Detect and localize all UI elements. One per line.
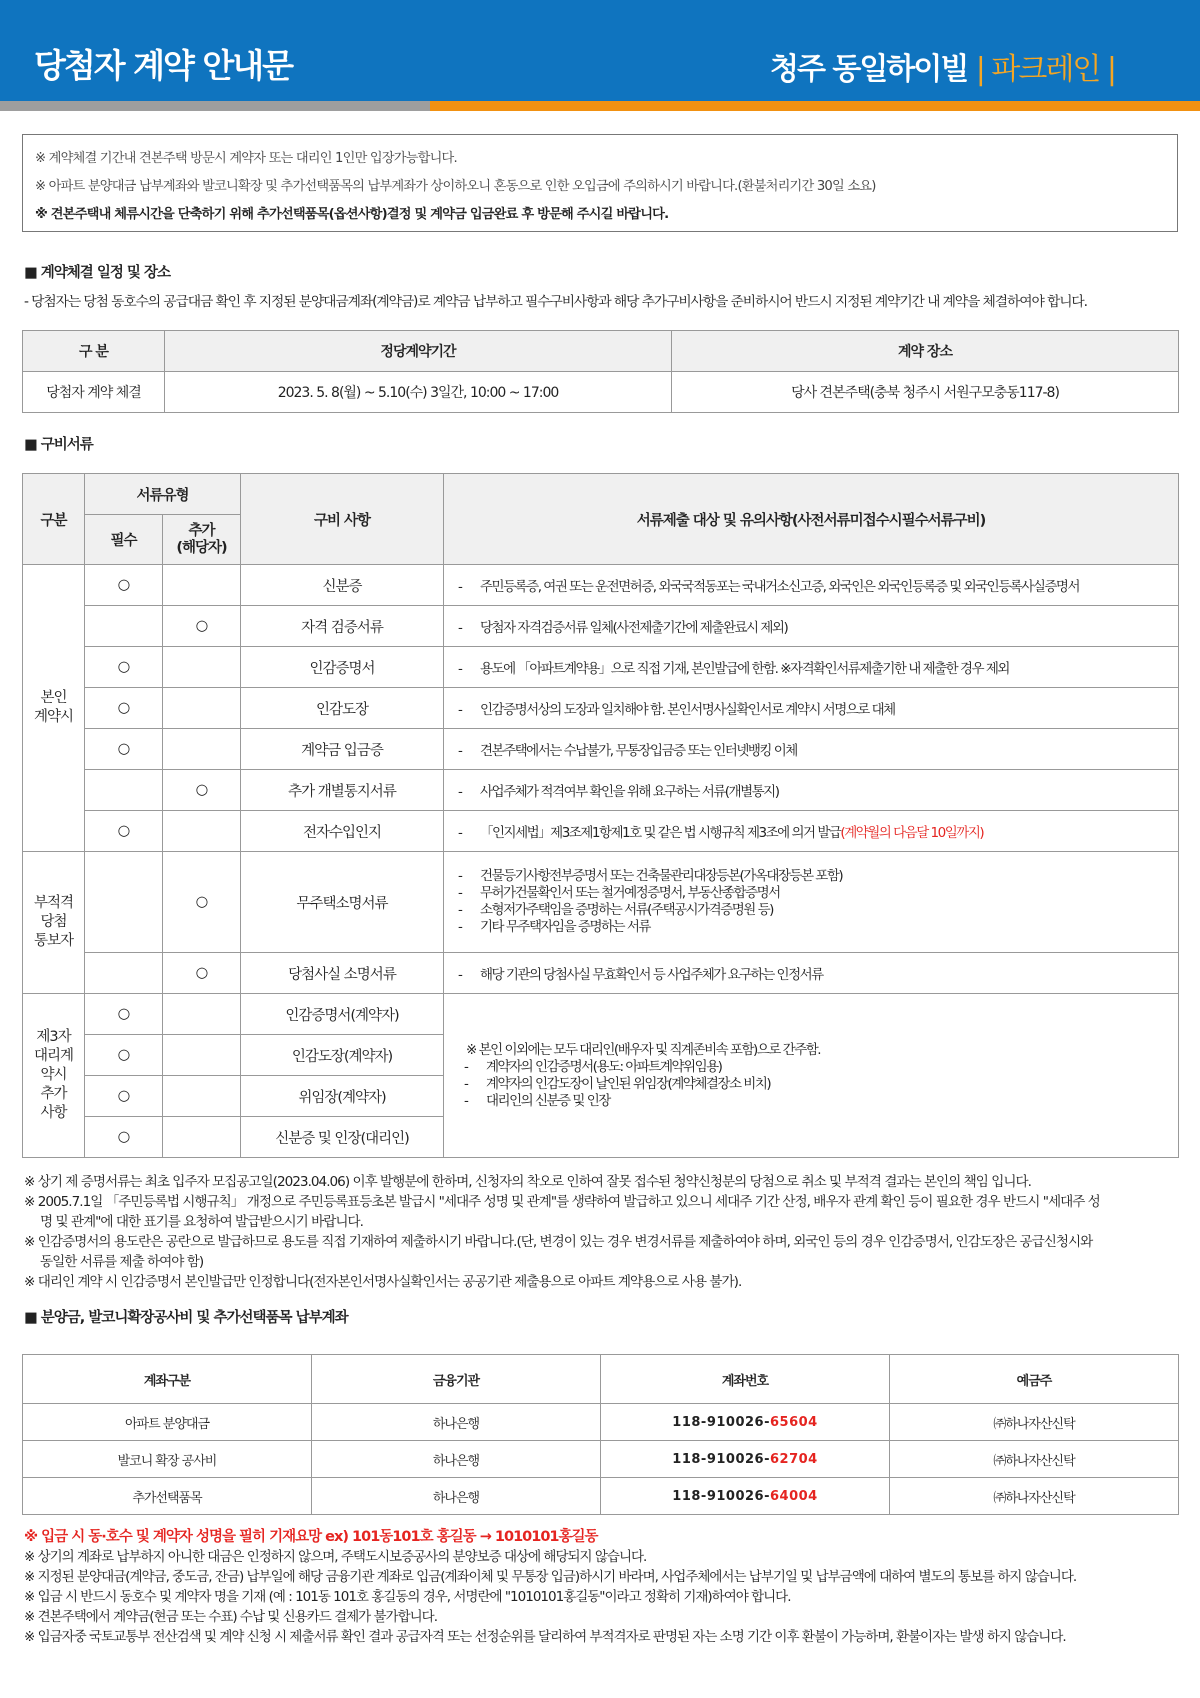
table-header: 구비 사항 [241, 474, 444, 565]
footnote: ※ 대리인 계약 시 인감증명서 본인발급만 인정합니다(전자본인서명사실확인서는 공공기관 제출용으로 아파트 계약용으로 사용 불가). [24, 1274, 742, 1290]
page-title: 당첨자 계약 안내문 [34, 46, 293, 85]
doc-desc: - 인감증명서상의 도장과 일치해야 함. 본인서명사실확인서로 계약시 서명으로 대체 [444, 688, 1179, 729]
extra-mark [163, 729, 241, 770]
doc-item: 인감도장(계약자) [241, 1035, 444, 1076]
documents-table [22, 473, 1179, 1158]
required-mark [85, 606, 163, 647]
brand-name [770, 44, 1115, 88]
footnote: ※ 인감증명서의 용도란은 공란으로 발급하므로 용도를 직접 기재하여 제출하시기 바랍니다.(단, 변경이 있는 경우 변경서류를 제출하여야 하며, 외국인 등의 경우 인감증명서, 인감도장은 공급신청시와 [24, 1234, 1093, 1250]
stripe-orange [430, 101, 1200, 111]
required-mark: ○ [85, 994, 163, 1035]
table-header: 계좌번호 [601, 1355, 890, 1404]
extra-mark [163, 1035, 241, 1076]
footnote: ※ 상기 제 증명서류는 최초 입주자 모집공고일(2023.04.06) 이후 발행분에 한하며, 신청자의 착오로 인하여 잘못 접수된 청약신청분의 당첨으로 취소 및 부적격 결과는 본인의 책임 입니다. [24, 1174, 1031, 1190]
footnote-cont: 명 및 관계"에 대한 표기를 요청하여 발급받으시기 바랍니다. [40, 1214, 363, 1230]
required-mark: ○ [85, 647, 163, 688]
bank-name: 하나은행 [312, 1404, 601, 1441]
doc-item: 전자수입인지 [241, 811, 444, 852]
section-title-schedule: ■ 계약체결 일정 및 장소 [24, 265, 170, 281]
group-label: 제3자 대리계 약시 추가 사항 [23, 994, 85, 1158]
extra-mark [163, 994, 241, 1035]
extra-mark [163, 1117, 241, 1158]
required-mark: ○ [85, 1117, 163, 1158]
group-label: 본인 계약시 [23, 565, 85, 852]
footnote-red: ※ 입금 시 동·호수 및 계약자 성명을 필히 기재요망 ex) 101동101호 홍길동 → 1010101홍길동 [24, 1529, 598, 1545]
table-header: 구 분 [23, 331, 165, 372]
table-header: 예금주 [890, 1355, 1179, 1404]
doc-desc: - 주민등록증, 여권 또는 운전면허증, 외국국적동포는 국내거소신고증, 외국인은 외국인등록증 및 외국인등록사실증명서 [444, 565, 1179, 606]
proxy-desc: ※ 본인 이외에는 모두 대리인(배우자 및 직계존비속 포함)으로 간주함. - 계약자의 인감증명서(용도: 아파트계약위임용) - 계약자의 인감도장이 날인된 위임장(계약체결장소 비치) - 대리인의 신분증 및 인장 [444, 994, 1179, 1158]
schedule-table [22, 330, 1179, 413]
extra-mark [163, 1076, 241, 1117]
section-title-accounts: ■ 분양금, 발코니확장공사비 및 추가선택품목 납부계좌 [24, 1310, 348, 1326]
required-mark: ○ [85, 729, 163, 770]
doc-desc: - 당첨자 자격검증서류 일체(사전제출기간에 제출완료시 제외) [444, 606, 1179, 647]
doc-item: 인감증명서 [241, 647, 444, 688]
table-header: 계좌구분 [23, 1355, 312, 1404]
account-holder: ㈜하나자산신탁 [890, 1478, 1179, 1515]
footnote-cont: 동일한 서류를 제출 하여야 함) [40, 1254, 204, 1270]
doc-item: 위임장(계약자) [241, 1076, 444, 1117]
extra-mark [163, 565, 241, 606]
table-row [23, 1441, 1179, 1478]
doc-desc: - 해당 기관의 당첨사실 무효확인서 등 사업주체가 요구하는 인정서류 [444, 953, 1179, 994]
group-label: 부적격 당첨 통보자 [23, 852, 85, 994]
section-title-documents: ■ 구비서류 [24, 437, 93, 453]
extra-mark: ○ [163, 606, 241, 647]
table-cell: 2023. 5. 8(월) ~ 5.10(수) 3일간, 10:00 ~ 17:00 [165, 372, 672, 413]
account-number: 118-910026-65604 [601, 1404, 890, 1441]
account-holder: ㈜하나자산신탁 [890, 1441, 1179, 1478]
doc-item: 신분증 및 인장(대리인) [241, 1117, 444, 1158]
footnote: ※ 입금 시 반드시 동호수 및 계약자 명을 기재 (예 : 101동 101호 홍길동의 경우, 서명란에 "1010101홍길동"이라고 정확히 기재)하여야 합니다. [24, 1589, 791, 1605]
extra-mark: ○ [163, 953, 241, 994]
stripe-gray [0, 101, 430, 111]
section-desc-schedule: - 당첨자는 당첨 동호수의 공급대금 확인 후 지정된 분양대금계좌(계약금)로 계약금 납부하고 필수구비사항과 해당 추가구비사항을 준비하시어 반드시 지정된 계약기간 내 계약을 체결하여야 합니다. [24, 294, 1087, 310]
footnotes-documents [24, 1172, 1179, 1292]
footnotes-accounts [24, 1527, 1179, 1647]
account-type: 추가선택품목 [23, 1478, 312, 1515]
notice-line: ※ 아파트 분양대금 납부계좌와 발코니확장 및 추가선택품목의 납부계좌가 상이하오니 혼동으로 인한 오입금에 주의하시기 바랍니다.(환불처리기간 30일 소요) [35, 179, 876, 194]
notice-line: ※ 계약체결 기간내 견본주택 방문시 계약자 또는 대리인 1인만 입장가능합니다. [35, 151, 457, 166]
table-header: 정당계약기간 [165, 331, 672, 372]
doc-desc: - 용도에 「아파트계약용」으로 직접 기재, 본인발급에 한함. ※자격확인서류제출기한 내 제출한 경우 제외 [444, 647, 1179, 688]
extra-mark: ○ [163, 770, 241, 811]
table-cell: 당사 견본주택(충북 청주시 서원구모충동117-8) [672, 372, 1179, 413]
table-cell: 당첨자 계약 체결 [23, 372, 165, 413]
footnote: ※ 견본주택에서 계약금(현금 또는 수표) 수납 및 신용카드 결제가 불가합니다. [24, 1609, 437, 1625]
required-mark: ○ [85, 1035, 163, 1076]
account-type: 아파트 분양대금 [23, 1404, 312, 1441]
account-number: 118-910026-62704 [601, 1441, 890, 1478]
required-mark [85, 770, 163, 811]
table-header: 필수 [85, 515, 163, 565]
account-holder: ㈜하나자산신탁 [890, 1404, 1179, 1441]
account-number: 118-910026-64004 [601, 1478, 890, 1515]
doc-item: 무주택소명서류 [241, 852, 444, 953]
table-header: 금융기관 [312, 1355, 601, 1404]
table-header: 서류제출 대상 및 유의사항(사전서류미접수시필수서류구비) [444, 474, 1179, 565]
doc-item: 당첨사실 소명서류 [241, 953, 444, 994]
brand-main: 청주 동일하이빌 [770, 52, 968, 87]
bank-name: 하나은행 [312, 1441, 601, 1478]
required-mark [85, 852, 163, 953]
extra-mark [163, 811, 241, 852]
table-row [23, 1478, 1179, 1515]
table-header: 추가 (해당자) [163, 515, 241, 565]
header-stripe [0, 101, 1200, 111]
bank-name: 하나은행 [312, 1478, 601, 1515]
table-row [23, 1404, 1179, 1441]
required-mark: ○ [85, 688, 163, 729]
footnote: ※ 2005.7.1일 「주민등록법 시행규칙」 개정으로 주민등록표등초본 발급시 "세대주 성명 및 관계"를 생략하여 발급하고 있으니 세대주 기간 산정, 배우자 관계 확인 등이 필요한 경우 반드시 "세대주 성 [24, 1194, 1100, 1210]
required-mark: ○ [85, 565, 163, 606]
doc-item: 인감도장 [241, 688, 444, 729]
doc-desc: - 견본주택에서는 수납불가, 무통장입금증 또는 인터넷뱅킹 이체 [444, 729, 1179, 770]
doc-item: 추가 개별통지서류 [241, 770, 444, 811]
extra-mark [163, 647, 241, 688]
extra-mark: ○ [163, 852, 241, 953]
accounts-table [22, 1354, 1179, 1515]
footnote: ※ 입금자중 국토교통부 전산검색 및 계약 신청 시 제출서류 확인 결과 공급자격 또는 선정순위를 달리하여 부적격자로 판명된 자는 소명 기간 이후 환불이 가능하며, 환불이자는 발생 하지 않습니다. [24, 1629, 1066, 1645]
doc-item: 자격 검증서류 [241, 606, 444, 647]
table-header: 서류유형 [85, 474, 241, 515]
account-type: 발코니 확장 공사비 [23, 1441, 312, 1478]
doc-desc-multiline: - 건물등기사항전부증명서 또는 건축물관리대장등본(가옥대장등본 포함) - 무허가건물확인서 또는 철거예정증명서, 부동산종합증명서 - 소형저가주택임을 증명하는 서류(주택공시가격증명원 등) - 기타 무주택자임을 증명하는 서류 [444, 852, 1179, 953]
header-bar [0, 0, 1200, 101]
notice-line-bold: ※ 견본주택내 체류시간을 단축하기 위해 추가선택품목(옵션사항)결정 및 계약금 입금완료 후 방문해 주시길 바랍니다. [35, 207, 669, 222]
footnote: ※ 지정된 분양대금(계약금, 중도금, 잔금) 납부일에 해당 금융기관 계좌로 입금(계좌이체 및 무통장 입금)하시기 바라며, 사업주체에서는 납부기일 및 납부금액에 대하여 별도의 통보를 하지 않습니다. [24, 1569, 1077, 1585]
table-header: 계약 장소 [672, 331, 1179, 372]
doc-item: 인감증명서(계약자) [241, 994, 444, 1035]
required-mark: ○ [85, 811, 163, 852]
table-header: 구분 [23, 474, 85, 565]
notice-box [22, 134, 1178, 232]
doc-desc: - 사업주체가 적격여부 확인을 위해 요구하는 서류(개별통지) [444, 770, 1179, 811]
doc-item: 신분증 [241, 565, 444, 606]
required-mark: ○ [85, 1076, 163, 1117]
brand-sub: | 파크레인 | [975, 52, 1115, 87]
footnote: ※ 상기의 계좌로 납부하지 아니한 대금은 인정하지 않으며, 주택도시보증공사의 분양보증 대상에 해당되지 않습니다. [24, 1549, 647, 1565]
doc-item: 계약금 입금증 [241, 729, 444, 770]
required-mark [85, 953, 163, 994]
doc-desc: - 「인지세법」제3조제1항제1호 및 같은 법 시행규칙 제3조에 의거 발급(계약월의 다음달 10일까지) [444, 811, 1179, 852]
extra-mark [163, 688, 241, 729]
